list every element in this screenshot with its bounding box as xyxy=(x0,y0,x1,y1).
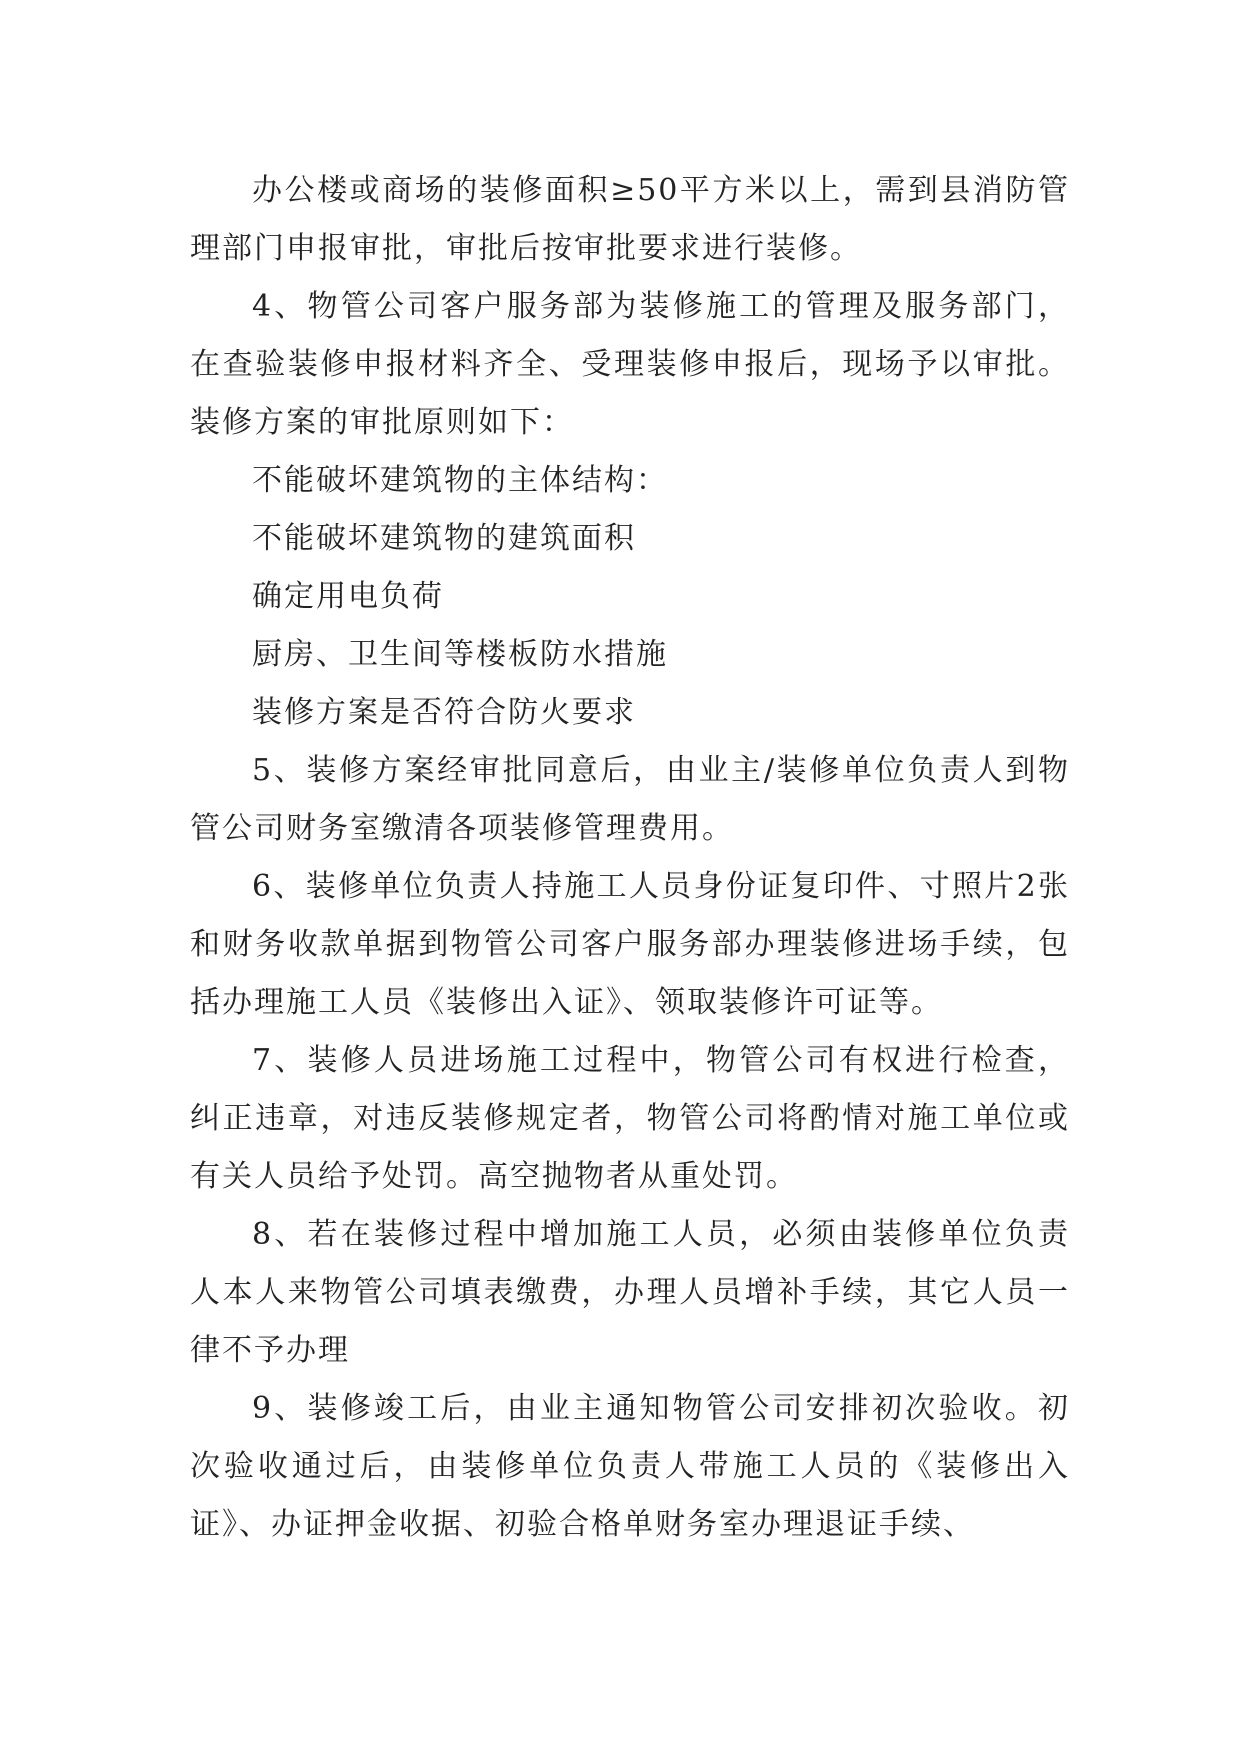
principle-power-load: 确定用电负荷 xyxy=(252,579,444,614)
principle-waterproofing: 厨房、卫生间等楼板防水措施 xyxy=(252,637,668,672)
paragraph-item-7: 7、装修人员进场施工过程中，物管公司有权进行检查，纠正违章，对违反装修规定者，物管公司将酌情对施工单位或有关人员给予处罚。高空抛物者从重处罚。 xyxy=(190,1043,1070,1194)
principle-fire-safety: 装修方案是否符合防火要求 xyxy=(252,695,636,730)
principle-main-structure: 不能破坏建筑物的主体结构： xyxy=(252,463,668,498)
paragraph-item-4: 4、物管公司客户服务部为装修施工的管理及服务部门，在查验装修申报材料齐全、受理装修申报后，现场予以审批。装修方案的审批原则如下： xyxy=(190,289,1070,440)
paragraph-item-5: 5、装修方案经审批同意后，由业主/装修单位负责人到物管公司财务室缴清各项装修管理费用。 xyxy=(190,753,1070,846)
paragraph-item-8: 8、若在装修过程中增加施工人员，必须由装修单位负责人本人来物管公司填表缴费，办理人员增补手续，其它人员一律不予办理 xyxy=(190,1217,1070,1368)
paragraph-fire-approval: 办公楼或商场的装修面积≥50平方米以上，需到县消防管理部门申报审批，审批后按审批要求进行装修。 xyxy=(190,173,1070,266)
paragraph-item-6: 6、装修单位负责人持施工人员身份证复印件、寸照片2张和财务收款单据到物管公司客户服务部办理装修进场手续，包括办理施工人员《装修出入证》、领取装修许可证等。 xyxy=(190,869,1070,1020)
principle-building-area: 不能破坏建筑物的建筑面积 xyxy=(252,521,636,556)
document-body xyxy=(190,162,1070,1554)
paragraph-item-9: 9、装修竣工后，由业主通知物管公司安排初次验收。初次验收通过后，由装修单位负责人带施工人员的《装修出入证》、办证押金收据、初验合格单财务室办理退证手续、 xyxy=(190,1391,1070,1542)
